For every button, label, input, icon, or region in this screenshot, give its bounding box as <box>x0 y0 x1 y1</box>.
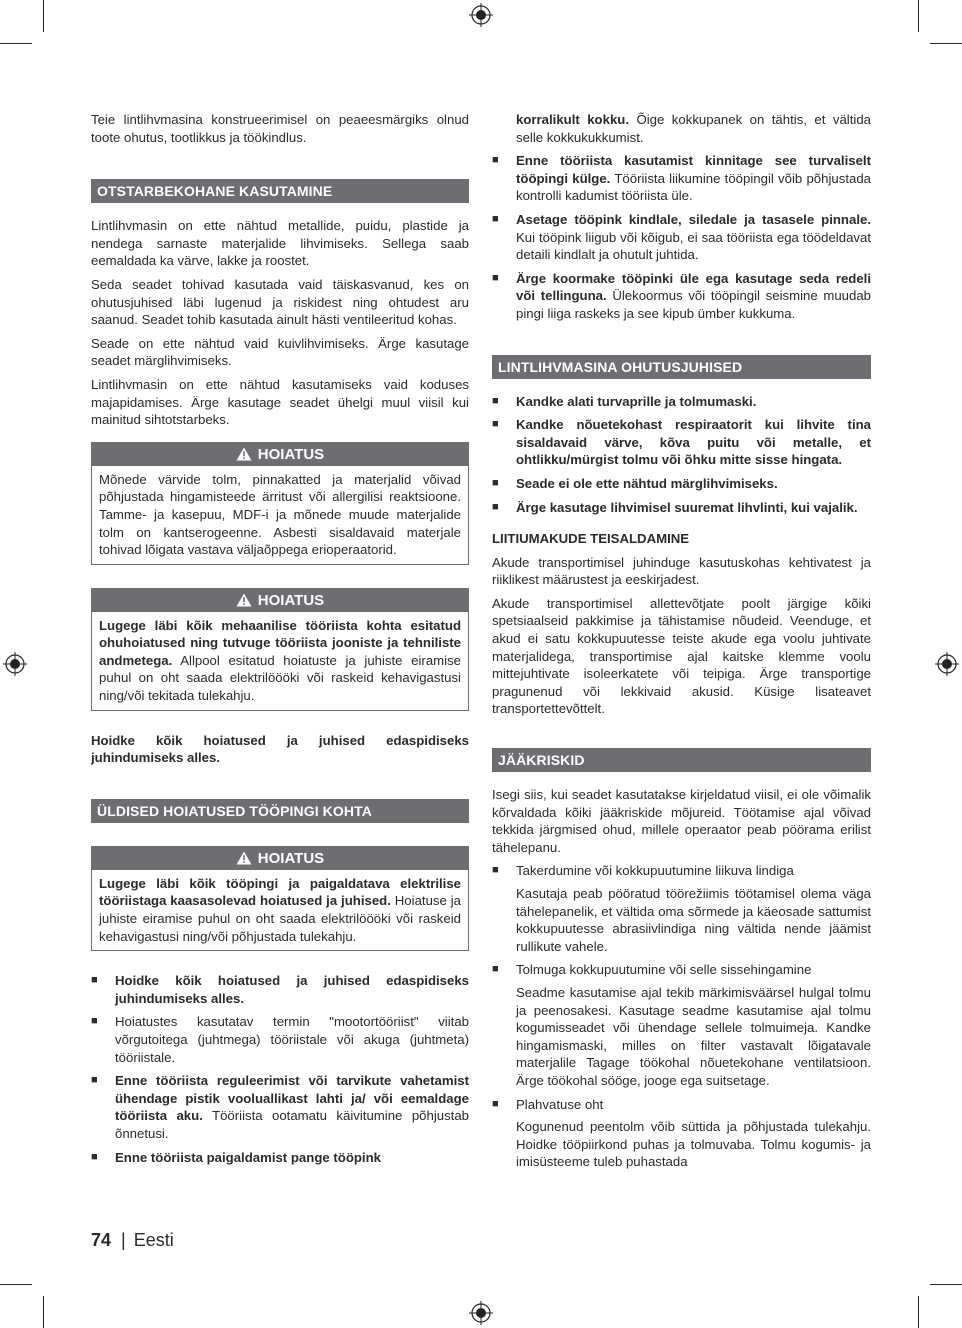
warning-header <box>92 847 468 870</box>
warning-box <box>91 442 469 565</box>
page-footer <box>91 1230 174 1251</box>
bullet-list <box>492 111 871 323</box>
list-item-bold: Asetage tööpink kindlale, siledale ja tasasele pinnale. <box>516 211 871 227</box>
list-item-bold: Ärge koormake tööpinki üle ega kasutage seda redeli või tellinguna. <box>516 270 871 304</box>
crop-mark <box>930 43 962 44</box>
warning-box <box>91 846 469 951</box>
section-heading-general-warnings: ÜLDISED HOIATUSED TÖÖPINGI KOHTA <box>91 799 469 823</box>
risk-text: Seadme kasutamise ajal tekib märkimisväärsel hulgal tolmu ja peenosakesi. Kasutage seadme kasutamise ajal tolmu kogumisseadet või ühendage sellele tolmuimeja. Kandke hingamismaski, milles on filter vastavalt lõigatavale materjalile Tagage töökohal nõuetekohane ventilatsioon. Ärge töökohal sööge, jooge ega suitsetage. <box>516 984 871 1088</box>
square-bullet-icon: ■ <box>492 212 499 225</box>
list-item <box>91 1013 469 1066</box>
square-bullet-icon: ■ <box>91 1074 98 1087</box>
list-item-bold: Enne tööriista reguleerimist või tarvikute vahetamist ühendage pistik vooluallikast lahti ja/ või eemaldage tööriista aku. <box>115 1073 469 1124</box>
risk-title: Plahvatuse oht <box>516 1096 604 1112</box>
paragraph: Lintlihvmasin on ette nähtud kasutamiseks vaid koduses majapidamises. Ärge kasutage seadet ühelgi muul viisil kui mainitud sihtotstarbeks. <box>91 376 469 428</box>
footer-language: Eesti <box>133 1230 174 1250</box>
risk-list <box>492 862 871 1171</box>
left-column <box>91 111 469 1172</box>
paragraph: Seda seadet tohivad kasutada vaid täiskasvanud, kes on ohutusjuhised läbi lugenud ja riskidest ning ohtudest aru saanud. Seadet tohib kasutada ainult hästi ventileeritud kohas. <box>91 276 469 328</box>
warning-text <box>99 875 461 945</box>
warning-body <box>92 870 468 950</box>
bullet-list <box>91 972 469 1166</box>
square-bullet-icon: ■ <box>492 864 499 877</box>
warning-body <box>92 612 468 710</box>
right-column <box>492 111 871 1177</box>
list-item-text: Tööriista ootamatu käivitumine põhjustab õnnetusi. <box>115 1108 470 1141</box>
list-item-bold: Enne tööriista paigaldamist pange tööpink <box>115 1149 381 1165</box>
square-bullet-icon: ■ <box>91 1150 98 1163</box>
crop-mark <box>43 0 44 32</box>
registration-mark-icon <box>469 3 493 27</box>
square-bullet-icon: ■ <box>492 476 499 489</box>
list-item-continued <box>492 111 871 146</box>
list-item <box>492 475 871 493</box>
footer-separator: | <box>121 1230 126 1250</box>
warning-text: Mõnede värvide tolm, pinnakatted ja materjalid võivad põhjustada hingamisteede ärritust või allergilisi reaktsioone. Tamme- ja kasepuu, MDF-i ja mõnede muude materjalide tolm on kantserogeenne. Asbesti sisaldavaid materjale tohivad lõigata vastava väljaõppega erioperaatorid. <box>99 471 461 558</box>
list-item-bold: Kandke nõuetekohast respiraatorit kui lihvite tina sisaldavaid värve, kõva puitu või metalle, et ohtlikku/mürgist tolmu või õhku mitte sisse hingata. <box>516 417 871 468</box>
registration-mark-icon <box>469 1301 493 1325</box>
warning-triangle-icon <box>236 447 252 461</box>
list-item-text: Õige kokkupanek on tähtis, et vältida selle kokkukukkumist. <box>516 112 872 145</box>
list-item-bold: Seade ei ole ette nähtud märglihvimiseks. <box>516 475 778 491</box>
warning-bold-text: Lugege läbi kõik mehaanilise tööriista kohta esitatud ohuhoiatused ning tutvuge tööriista jooniste ja tehniliste andmetega. <box>99 617 461 668</box>
square-bullet-icon: ■ <box>492 154 499 167</box>
keep-instructions-text: Hoidke kõik hoiatused ja juhised edaspidiseks juhindumiseks alles. <box>91 732 469 766</box>
warning-header <box>92 443 468 466</box>
page-number: 74 <box>91 1230 112 1250</box>
list-item <box>492 961 871 1089</box>
list-item <box>91 1149 469 1167</box>
paragraph: Lintlihvmasin on ette nähtud metallide, puidu, plastide ja nendega sarnaste materjalide lihvimiseks. Sellega saab eemaldada ka värve, lakke ja roostet. <box>91 218 469 269</box>
list-item <box>492 270 871 323</box>
risk-title: Takerdumine või kokkupuutumine liikuva lindiga <box>516 863 794 879</box>
registration-mark-icon <box>935 652 959 676</box>
list-item-text: Ülekoormus või tööpingil seismine muudab pingi liiga raskeks ja see kipub ümber kukkuma. <box>516 288 871 321</box>
warning-body <box>92 466 468 564</box>
risk-title: Tolmuga kokkupuutumine või selle sissehingamine <box>516 962 812 978</box>
list-item-bold: Enne tööriista kasutamist kinnitage see turvaliselt tööpingi külge. <box>516 153 871 186</box>
risk-text: Kogunenud peentolm võib süttida ja põhjustada tulekahju. Hoidke tööpiirkond puhas ja tolmuvaba. Tolmu kogumis- ja imisüsteeme tuleb puhastada <box>516 1119 871 1170</box>
crop-mark <box>0 43 32 44</box>
list-item <box>492 152 871 205</box>
square-bullet-icon: ■ <box>91 974 98 987</box>
section-heading-safety-instructions: LINTLIHVMASINA OHUTUSJUHISED <box>492 355 871 379</box>
list-item <box>492 416 871 469</box>
warning-triangle-icon <box>236 851 252 865</box>
square-bullet-icon: ■ <box>492 418 499 431</box>
list-item <box>492 211 871 264</box>
crop-mark <box>0 1284 32 1285</box>
section-heading-intended-use: OTSTARBEKOHANE KASUTAMINE <box>91 179 469 203</box>
list-item-text: Tööriista liikumine tööpingil võib põhjustada kontrolli kadumist tööriista üle. <box>516 170 871 204</box>
paragraph: Akude transportimisel juhinduge kasutuskohas kehtivatest ja riiklikest määrustest ja eeskirjadest. <box>492 554 871 588</box>
warning-header <box>92 589 468 612</box>
list-item-bold: Ärge kasutage lihvimisel suuremat lihvlinti, kui vajalik. <box>516 499 858 515</box>
section-heading-residual-risks: JÄÄKRISKID <box>492 748 871 772</box>
list-item <box>492 393 871 411</box>
square-bullet-icon: ■ <box>492 963 499 976</box>
square-bullet-icon: ■ <box>492 500 499 513</box>
warning-label: HOIATUS <box>257 849 325 867</box>
list-item-bold: Hoidke kõik hoiatused ja juhised edaspidiseks juhindumiseks alles. <box>115 973 469 1006</box>
warning-label: HOIATUS <box>257 445 325 463</box>
list-item-bold: korralikult kokku. <box>516 112 630 127</box>
subheading-battery-transport: LIITIUMAKUDE TEISALDAMINE <box>492 531 690 547</box>
keep-instructions <box>91 732 469 767</box>
risk-text: Kasutaja peab pööratud töörežiimis töötamisel olema väga tähelepanelik, et vältida oma sõrmede ja käeosade sattumist kokkupuutesse abrasiivlindiga ning vältida nende jäämist rullikute vahele. <box>516 886 871 954</box>
paragraph: Isegi siis, kui seadet kasutatakse kirjeldatud viisil, ei ole võimalik kõrvaldada kõiki jääkriskide mõjureid. Töötamise ajal võivad tekkida järgmised ohud, millele operaator peab pöörama erilist tähelepanu. <box>492 787 871 855</box>
square-bullet-icon: ■ <box>492 394 499 407</box>
paragraph: Seade on ette nähtud vaid kuivlihvimiseks. Ärge kasutage seadet märglihvimiseks. <box>91 335 469 369</box>
square-bullet-icon: ■ <box>91 1015 98 1028</box>
list-item <box>91 1072 469 1142</box>
warning-plain-text: Allpool esitatud hoiatuste ja juhiste eiramise puhul on oht saada elektrilöööki või raskeid kehavigastusi ning/või tekitada tulekahju. <box>99 652 461 704</box>
crop-mark <box>930 1284 962 1285</box>
warning-triangle-icon <box>236 593 252 607</box>
list-item <box>492 862 871 955</box>
warning-bold-text: Lugege läbi kõik tööpingi ja paigaldatava elektrilise tööriistaga kaasasolevad hoiatused ja juhised. <box>99 875 461 909</box>
list-item-bold: Kandke alati turvaprille ja tolmumaski. <box>516 393 757 409</box>
warning-plain-text: Hoiatuse ja juhiste eiramise puhul on oht saada elektrilöööki või raskeid kehavigastusi ning/või põhjustada tulekahju. <box>99 893 461 944</box>
registration-mark-icon <box>3 652 27 676</box>
bullet-list <box>492 393 871 517</box>
warning-label: HOIATUS <box>257 591 325 609</box>
list-item <box>91 972 469 1007</box>
intro-paragraph: Teie lintlihvmasina konstrueerimisel on peaeesmärgiks olnud toote ohutus, tootlikkus ja töökindlus. <box>91 112 469 145</box>
crop-mark <box>918 0 919 32</box>
warning-box <box>91 588 469 711</box>
list-item-text: Hoiatustes kasutatav termin "mootortööriist" viitab võrgutoitega (juhtmega) tööriistale või akuga (juhtmeta) tööriistale. <box>115 1014 469 1065</box>
list-item-text: Kui tööpink liigub või kõigub, ei saa tööriista ega töödeldavat detaili kindlalt ja ohutult juhtida. <box>516 229 871 263</box>
paragraph: Akude transportimisel allettevõtjate poolt järgige kõiki spetsiaalseid pakkimise ja tähistamise nõudeid. Veenduge, et akud ei satu kokkupuutesse teiste akude ega voolu juhtivate materjalidega, transportimise ajal kaitske klemme voolu mittejuhtivate isoleerkatete või teipiga. Ärge transportige pragunenud või lekkivaid akusid. Küsige lisateavet transportettevõttelt. <box>492 595 871 717</box>
list-item <box>492 499 871 517</box>
crop-mark <box>43 1296 44 1328</box>
square-bullet-icon: ■ <box>492 271 499 284</box>
warning-text <box>99 617 461 705</box>
list-item <box>492 1096 871 1171</box>
crop-mark <box>918 1296 919 1328</box>
square-bullet-icon: ■ <box>492 1097 499 1110</box>
